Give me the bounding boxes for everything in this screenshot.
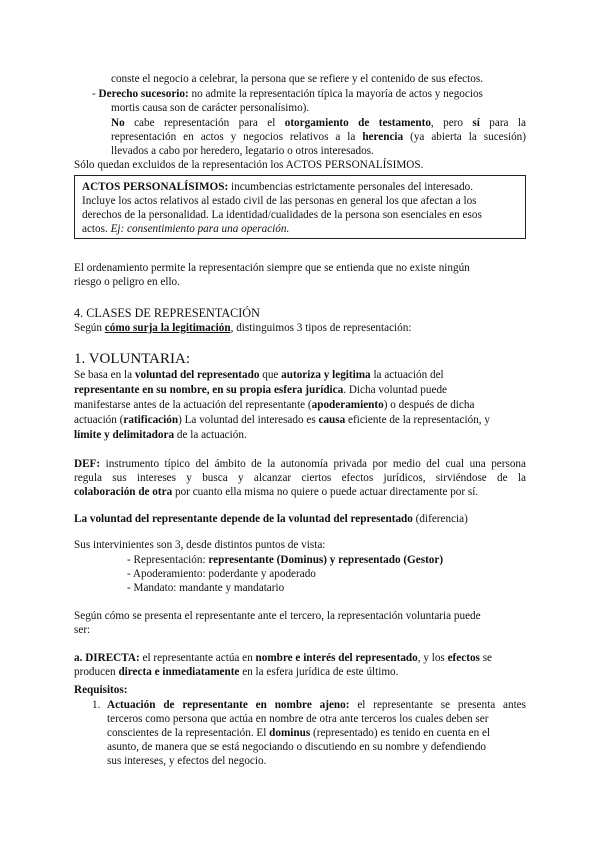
section-heading: 4. CLASES DE REPRESENTACIÓN xyxy=(74,306,260,320)
text-line: regula sus intereses y busca y alcanzar ciertos efectos jurídicos, sirviéndose de la xyxy=(74,472,526,484)
text-line: DEF: instrumento típico del ámbito de la autonomía privada por medio del cual una persona xyxy=(74,458,526,470)
text-line: asunto, de manera que se está negociando o discutiendo en su nombre y defendiendo xyxy=(107,741,487,753)
text-line: Sus intervinientes son 3, desde distintos puntos de vista: xyxy=(74,539,326,551)
list-number: 1. xyxy=(92,699,101,711)
text-line: a. DIRECTA: el representante actúa en nombre e interés del representado, y los efectos se xyxy=(74,652,493,664)
box-line: actos. Ej: consentimiento para una operación. xyxy=(82,223,290,235)
list-item: - Apoderamiento: poderdante y apoderado xyxy=(127,568,316,580)
text-line: conste el negocio a celebrar, la persona que se refiere y el contenido de sus efectos. xyxy=(111,73,483,85)
box-line: derechos de la personalidad. La identidad/cualidades de la persona son esenciales en esos xyxy=(82,209,482,221)
text-line: colaboración de otra por cuanto ella misma no quiere o puede actuar directamente por sí. xyxy=(74,486,479,498)
text-line: Según cómo se presenta el representante ante el tercero, la representación voluntaria puede xyxy=(74,610,481,622)
text-line: sus intereses, y efectos del negocio. xyxy=(107,755,267,767)
text-line: representante en su nombre, en su propia esfera jurídica. Dicha voluntad puede xyxy=(74,384,447,396)
text-line: No cabe representación para el otorgamiento de testamento, pero sí para la xyxy=(111,117,526,129)
text-line: ser: xyxy=(74,624,91,636)
subsection-heading: 1. VOLUNTARIA: xyxy=(74,351,191,367)
text-line: conscientes de la representación. El dominus (representado) es tenido en cuenta en el xyxy=(107,727,491,739)
text-line: llevados a cabo por heredero, legatario o otros interesados. xyxy=(111,145,374,157)
text-line: mortis causa son de carácter personalísimo). xyxy=(111,102,310,114)
box-line: Incluye los actos relativos al estado civil de las personas en general los que afectan a los xyxy=(82,195,477,207)
list-item: - Representación: representante (Dominus) y representado (Gestor) xyxy=(127,554,444,566)
text-line: El ordenamiento permite la representación siempre que se entienda que no existe ningún xyxy=(74,262,470,274)
text-line: Según cómo surja la legitimación, distinguimos 3 tipos de representación: xyxy=(74,322,412,334)
text-line: Requisitos: xyxy=(74,684,128,696)
text-line: actuación (ratificación) La voluntad del interesado es causa eficiente de la representación, y xyxy=(74,414,490,426)
text-line: representación en actos y negocios relativos a la herencia (ya abierta la sucesión) xyxy=(111,131,526,143)
text-line: riesgo o peligro en ello. xyxy=(74,276,180,288)
list-item: - Mandato: mandante y mandatario xyxy=(127,582,285,594)
text-line: - Derecho sucesorio: no admite la representación típica la mayoría de actos y negocios xyxy=(92,88,483,100)
text-line: Actuación de representante en nombre ajeno: el representante se presenta antes xyxy=(107,699,526,711)
text-line: producen directa e inmediatamente en la esfera jurídica de este último. xyxy=(74,666,399,678)
text-line: límite y delimitadora de la actuación. xyxy=(74,429,247,441)
text-line: Sólo quedan excluidos de la representación los ACTOS PERSONALÍSIMOS. xyxy=(74,159,424,171)
text-line: Se basa en la voluntad del representado que autoriza y legitima la actuación del xyxy=(74,369,444,381)
text-line: terceros como persona que actúa en nombre de otra ante terceros los cuales deben ser xyxy=(107,713,489,725)
text-line: manifestarse antes de la actuación del representante (apoderamiento) o después de dicha xyxy=(74,399,475,411)
text-line: La voluntad del representante depende de la voluntad del representado (diferencia) xyxy=(74,513,468,525)
box-line: ACTOS PERSONALÍSIMOS: incumbencias estrictamente personales del interesado. xyxy=(82,181,473,193)
